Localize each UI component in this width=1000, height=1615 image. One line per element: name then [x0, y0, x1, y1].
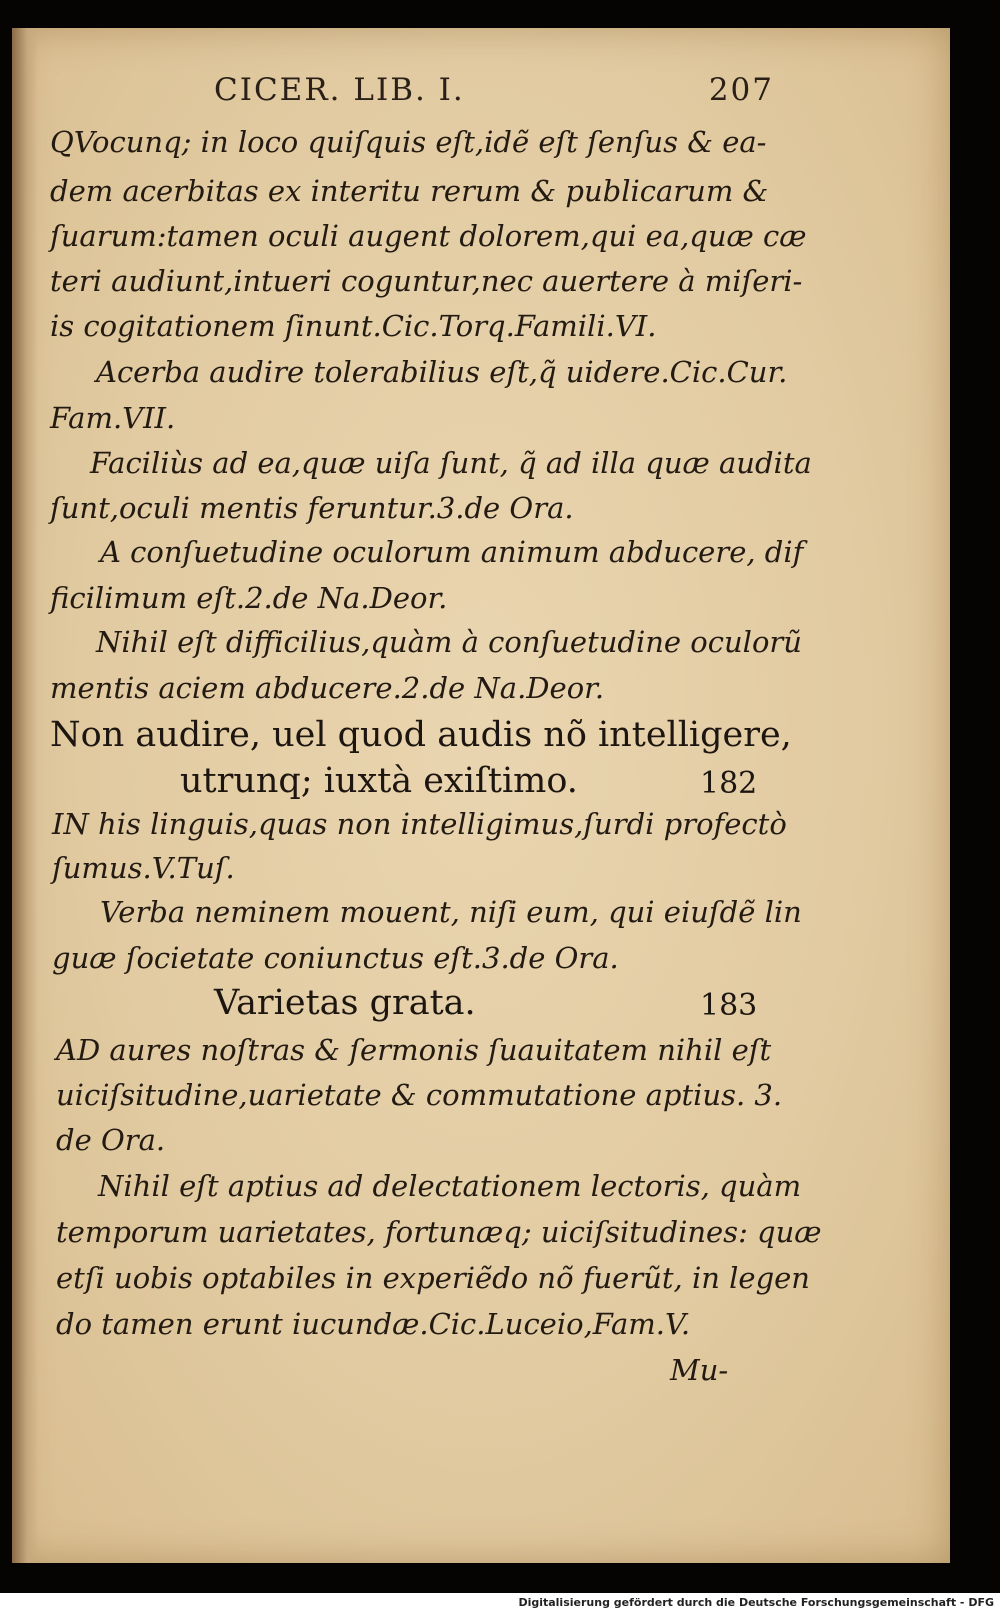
text-line: ſunt,oculi mentis feruntur.3.de Ora. [50, 491, 574, 525]
text-line: AD aures noſtras & ſermonis ſuauitatem nihil eſt [56, 1033, 772, 1067]
text-line: dem acerbitas ex interitu rerum & publicarum & [50, 174, 769, 208]
text-line: Nihil eſt difficilius,quàm à conſuetudine oculorũ [96, 625, 802, 659]
book-page [12, 28, 950, 1563]
digitization-footer [0, 1593, 1000, 1615]
text-line: guæ ſocietate coniunctus eſt.3.de Ora. [52, 941, 619, 975]
catchword: Mu- [670, 1353, 729, 1387]
text-line: Faciliùs ad ea,quæ uiſa ſunt, q̃ ad illa quæ audita [90, 446, 812, 480]
text-line: mentis aciem abducere.2.de Na.Deor. [50, 671, 605, 705]
running-header [214, 72, 774, 108]
text-line: de Ora. [56, 1123, 166, 1157]
section-heading: utrunq; iuxtà exiſtimo. [180, 761, 578, 801]
text-line: IN his linguis,quas non intelligimus,ſurdi profectò [52, 807, 787, 841]
text-line: temporum uarietates, fortunæq; uiciſsitudines: quæ [56, 1215, 822, 1249]
text-line: Verba neminem mouent, niſi eum, qui eiuſdẽ lin [100, 895, 802, 929]
text-line: ſumus.V.Tuſ. [52, 851, 235, 885]
section-number: 182 [700, 766, 758, 801]
page-number: 207 [708, 72, 774, 108]
text-line: QVocunq; in loco quiſquis eſt,idẽ eſt ſenſus & ea- [50, 125, 767, 159]
running-title: CICER. LIB. I. [214, 72, 465, 108]
text-line: Acerba audire tolerabilius eſt,q̃ uidere.Cic.Cur. [96, 355, 788, 389]
text-line: etſi uobis optabiles in experiẽdo nõ fuerũt, in legen [56, 1261, 810, 1295]
text-line: ficilimum eſt.2.de Na.Deor. [50, 581, 448, 615]
text-line: teri audiunt,intueri coguntur,nec auertere à miſeri- [50, 264, 803, 298]
text-line: is cogitationem ſinunt.Cic.Torq.Famili.VI. [50, 309, 657, 343]
section-number: 183 [700, 988, 758, 1023]
text-line: Nihil eſt aptius ad delectationem lectoris, quàm [98, 1169, 802, 1203]
footer-credit: Digitalisierung gefördert durch die Deutsche Forschungsgemeinschaft - DFG [518, 1596, 994, 1609]
text-line: uiciſsitudine,uarietate & commutatione aptius. 3. [56, 1078, 783, 1112]
text-line: do tamen erunt iucundæ.Cic.Luceio,Fam.V. [56, 1307, 691, 1341]
text-line: Fam.VII. [50, 401, 176, 435]
text-line: ſuarum:tamen oculi augent dolorem,qui ea,quæ cæ [50, 219, 807, 253]
page-spine-shadow [12, 28, 38, 1563]
section-heading: Non audire, uel quod audis nõ intelligere, [50, 715, 792, 755]
section-heading: Varietas grata. [214, 983, 476, 1023]
text-line: A conſuetudine oculorum animum abducere, dif [100, 535, 804, 569]
